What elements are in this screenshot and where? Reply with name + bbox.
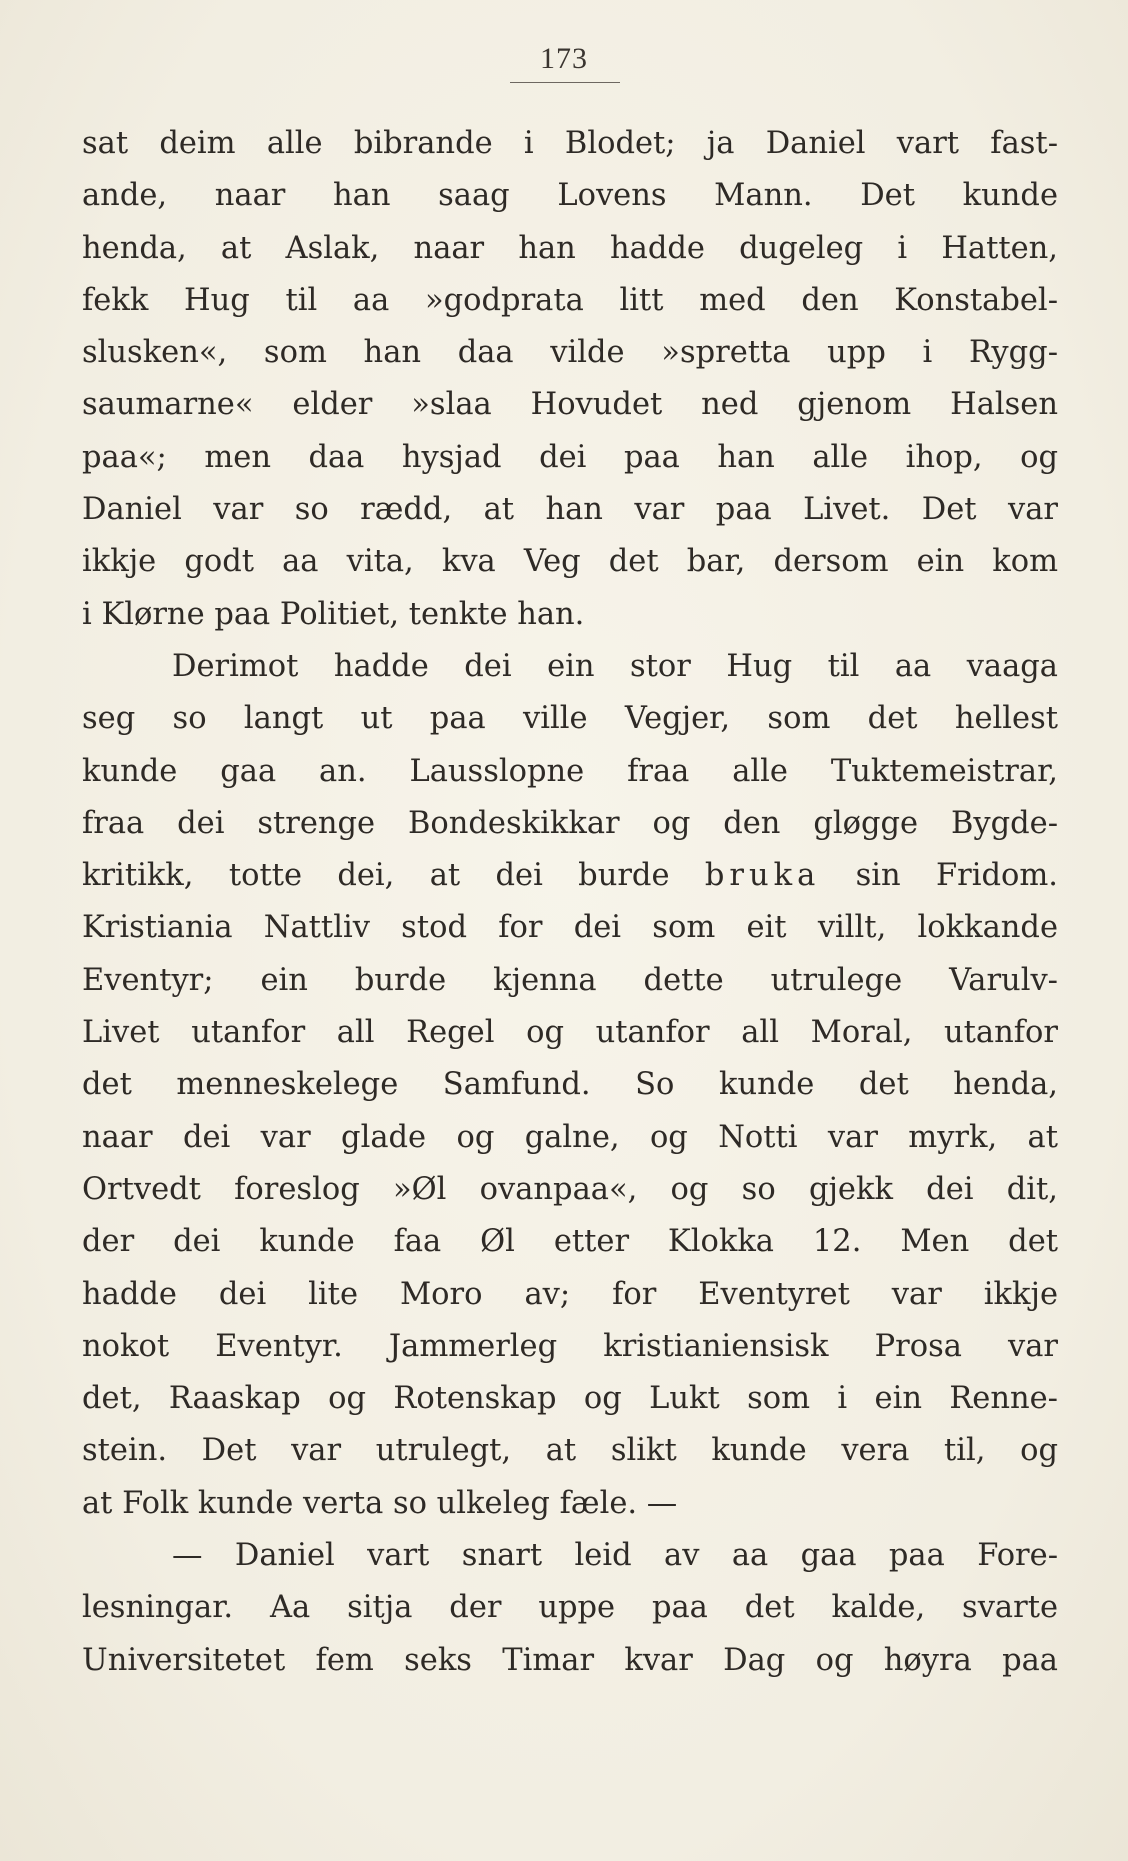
text-line: sat deim alle bibrande i Blodet; ja Daniel vart fast- bbox=[82, 126, 1058, 161]
text-line: kunde gaa an. Lausslopne fraa alle Tuktemeistrar, bbox=[82, 753, 1058, 789]
text-line: Eventyr; ein burde kjenna dette utrulege Varulv- bbox=[82, 962, 1058, 998]
text-line: slusken«, som han daa vilde »spretta upp i Rygg- bbox=[82, 335, 1058, 371]
text-line: det menneskelege Samfund. So kunde det henda, bbox=[82, 1067, 1058, 1103]
text-line: fekk Hug til aa »godprata litt med den Konstabel- bbox=[82, 282, 1058, 318]
text-line: henda, at Aslak, naar han hadde dugeleg i Hatten, bbox=[82, 230, 1058, 266]
page-number: 173 bbox=[540, 42, 588, 75]
emphasized-word: bruka bbox=[704, 858, 821, 894]
body-text bbox=[82, 118, 1058, 1687]
text-line: — Daniel vart snart leid av aa gaa paa Fore- bbox=[172, 1538, 1058, 1574]
text-line: ikkje godt aa vita, kva Veg det bar, dersom ein kom bbox=[82, 544, 1058, 580]
text-line: Universitetet fem seks Timar kvar Dag og høyra paa bbox=[82, 1642, 1058, 1678]
text-line: lesningar. Aa sitja der uppe paa det kalde, svarte bbox=[82, 1590, 1058, 1626]
text-segment: sin Fridom. bbox=[820, 858, 1058, 894]
text-line: at Folk kunde verta so ulkeleg fæle. — bbox=[82, 1485, 678, 1521]
text-line: der dei kunde faa Øl etter Klokka 12. Men det bbox=[82, 1224, 1058, 1260]
text-line: Livet utanfor all Regel og utanfor all Moral, utanfor bbox=[82, 1015, 1058, 1051]
header-rule bbox=[510, 82, 620, 83]
text-line: Kristiania Nattliv stod for dei som eit villt, lokkande bbox=[82, 910, 1058, 946]
text-segment: kritikk, totte dei, at dei burde bbox=[82, 858, 705, 894]
text-line: fraa dei strenge Bondeskikkar og den gløgge Bygde- bbox=[82, 805, 1058, 841]
text-line: paa«; men daa hysjad dei paa han alle ihop, og bbox=[82, 439, 1058, 475]
text-line: saumarne« elder »slaa Hovudet ned gjenom Halsen bbox=[82, 387, 1058, 423]
text-line: hadde dei lite Moro av; for Eventyret var ikkje bbox=[82, 1276, 1058, 1312]
text-line bbox=[82, 850, 1058, 902]
text-line: Daniel var so rædd, at han var paa Livet. Det var bbox=[82, 492, 1058, 528]
text-line: Ortvedt foreslog »Øl ovanpaa«, og so gjekk dei dit, bbox=[82, 1171, 1058, 1207]
text-line: det, Raaskap og Rotenskap og Lukt som i ein Renne- bbox=[82, 1381, 1058, 1417]
text-line: i Klørne paa Politiet, tenkte han. bbox=[82, 596, 585, 632]
text-line: nokot Eventyr. Jammerleg kristianiensisk Prosa var bbox=[82, 1328, 1058, 1364]
text-line: Derimot hadde dei ein stor Hug til aa vaaga bbox=[172, 648, 1058, 684]
text-line: ande, naar han saag Lovens Mann. Det kunde bbox=[82, 178, 1058, 214]
text-line: stein. Det var utrulegt, at slikt kunde vera til, og bbox=[82, 1433, 1058, 1469]
text-line: seg so langt ut paa ville Vegjer, som det hellest bbox=[82, 701, 1058, 737]
text-line: naar dei var glade og galne, og Notti var myrk, at bbox=[82, 1119, 1058, 1155]
